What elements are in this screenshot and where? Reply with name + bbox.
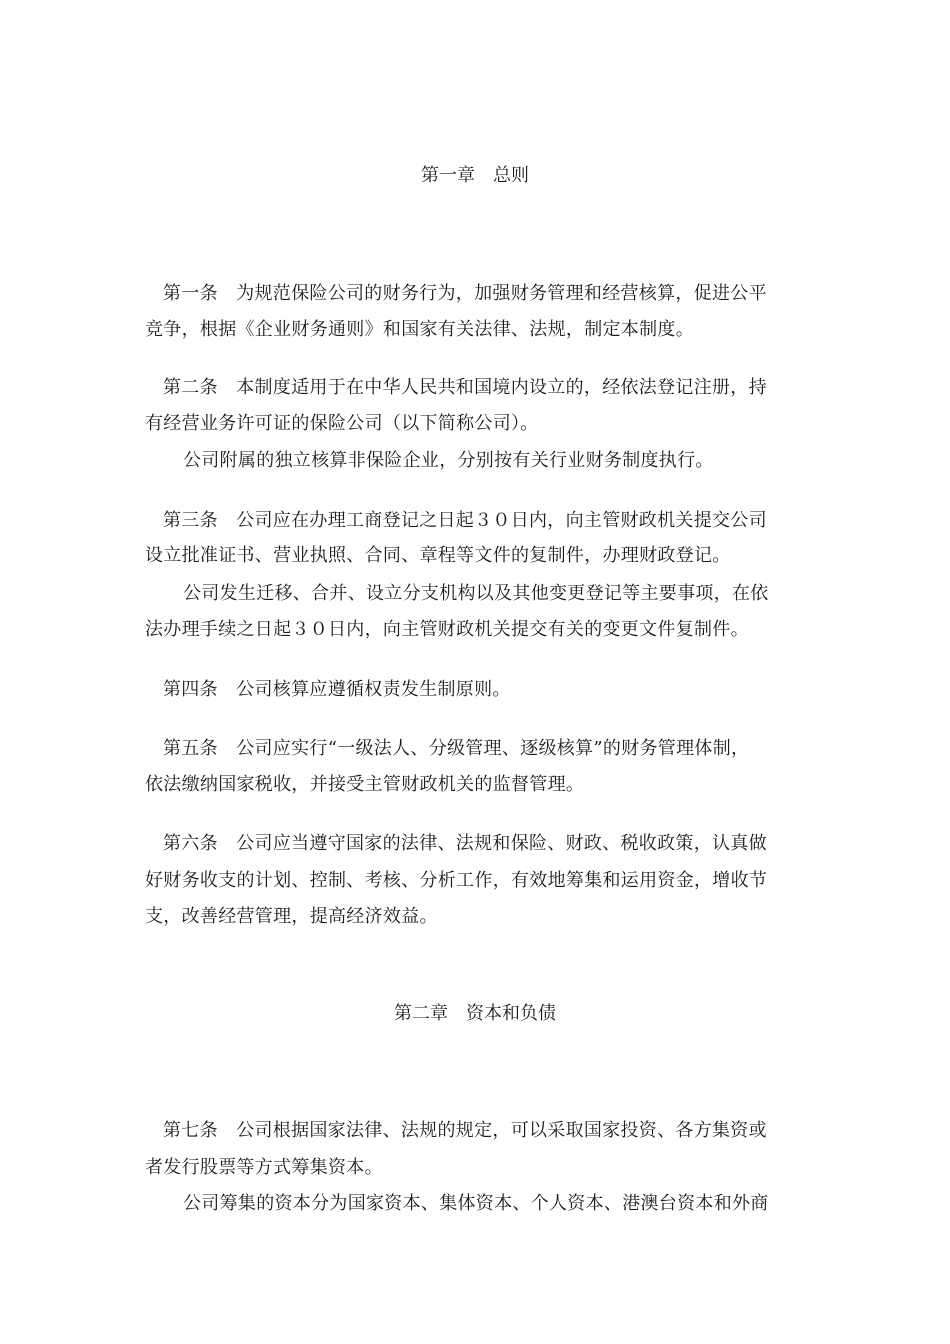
article-6-line-1: 第六条 公司应当遵守国家的法律、法规和保险、财政、税收政策，认真做: [163, 833, 767, 854]
article-1-line-1: 第一条 为规范保险公司的财务行为，加强财务管理和经营核算，促进公平: [163, 283, 767, 304]
article-1-line-2: 竞争，根据《企业财务通则》和国家有关法律、法规，制定本制度。: [145, 319, 694, 340]
article-3-line-4: 法办理手续之日起３０日内，向主管财政机关提交有关的变更文件复制件。: [145, 619, 749, 640]
article-2-line-1: 第二条 本制度适用于在中华人民共和国境内设立的，经依法登记注册，持: [163, 377, 767, 398]
article-3-line-3: 公司发生迁移、合并、设立分支机构以及其他变更登记等主要事项，在依: [183, 583, 769, 604]
article-3-line-2: 设立批准证书、营业执照、合同、章程等文件的复制件，办理财政登记。: [145, 545, 731, 566]
article-7-line-3: 公司筹集的资本分为国家资本、集体资本、个人资本、港澳台资本和外商: [183, 1193, 769, 1214]
article-3-line-1: 第三条 公司应在办理工商登记之日起３０日内，向主管财政机关提交公司: [163, 510, 767, 531]
chapter-2-title: 第二章 资本和负债: [394, 1003, 556, 1024]
article-7-line-2: 者发行股票等方式筹集资本。: [145, 1157, 383, 1178]
chapter-1-title: 第一章 总则: [421, 165, 529, 186]
article-7-line-1: 第七条 公司根据国家法律、法规的规定，可以采取国家投资、各方集资或: [163, 1120, 767, 1141]
article-2-line-2: 有经营业务许可证的保险公司（以下简称公司）。: [145, 413, 539, 434]
article-5-line-2: 依法缴纳国家税收，并接受主管财政机关的监督管理。: [145, 774, 585, 795]
article-6-line-3: 支，改善经营管理，提高经济效益。: [145, 906, 438, 927]
article-6-line-2: 好财务收支的计划、控制、考核、分析工作，有效地筹集和运用资金，增收节: [145, 870, 768, 891]
article-2-line-3: 公司附属的独立核算非保险企业，分别按有关行业财务制度执行。: [183, 450, 714, 471]
article-4-line-1: 第四条 公司核算应遵循权责发生制原则。: [163, 679, 511, 700]
article-5-line-1: 第五条 公司应实行“一级法人、分级管理、逐级核算”的财务管理体制，: [163, 738, 750, 759]
